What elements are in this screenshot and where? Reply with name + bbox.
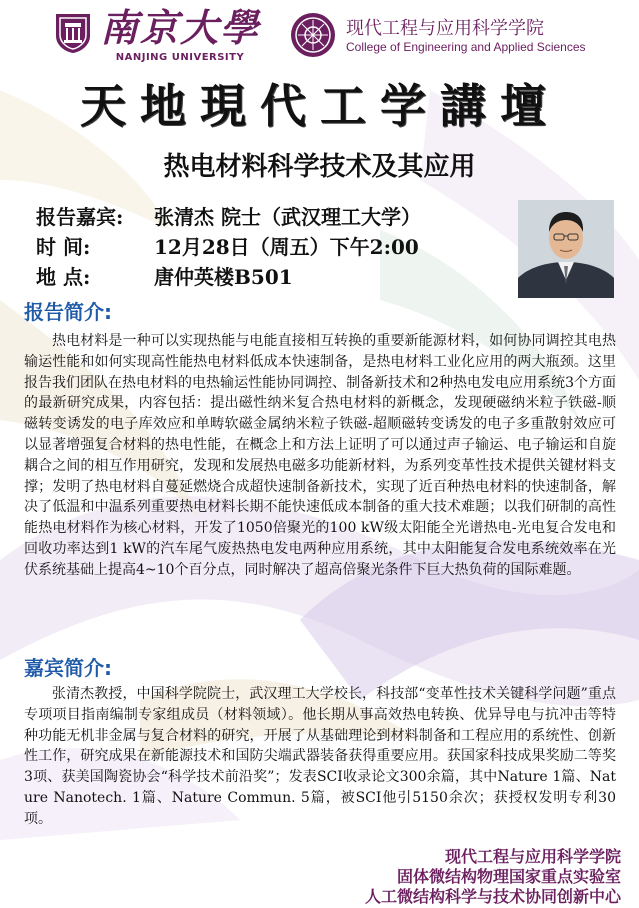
speaker-value: 张清杰 院士（武汉理工大学） [154, 205, 421, 229]
time-label: 时 间: [36, 235, 91, 259]
abstract-heading: 报告简介: [24, 300, 112, 324]
footer-organizer-3: 人工微结构科学与技术协同创新中心 [364, 887, 621, 906]
speaker-row [36, 203, 421, 231]
university-name-cn: 南京大學 [100, 5, 261, 50]
bio-body: 张清杰教授，中国科学院院士，武汉理工大学校长，科技部“变革性技术关键科学问题”重点专项项目指南编制专家组成员（材料领域）。他长期从事高效热电转换、优异导电与抗冲击等特种功能无机非金属与复合材料的研究，开展了从基础理论到材料制备和工程应用的系统性、创新性工作，研究成果在新能源技术和国防尖端武器装备获得重要应用。获国家科技成果奖励二等奖3项、获美国陶瓷协会“科学技术前沿奖”；发表SCI收录论文300余篇，其中Nature 1篇、Nature Nanotech. 1篇、Nature Commun. 5篇，被SCI他引5150余次；获授权发明专利30项。 [24, 686, 616, 827]
speaker-label: 报告嘉宾: [36, 205, 124, 229]
bio-heading: 嘉宾简介: [24, 656, 112, 680]
place-value: 唐仲英楼B501 [154, 265, 293, 289]
college-seal-icon [290, 12, 336, 58]
university-crest-icon [54, 12, 92, 54]
place-label: 地 点: [36, 265, 91, 289]
time-value: 12月28日（周五）下午2:00 [154, 235, 419, 259]
footer-organizer-1: 现代工程与应用科学学院 [444, 847, 621, 866]
place-row [36, 263, 293, 291]
speaker-photo [518, 200, 614, 298]
university-name [100, 5, 261, 63]
college-name-en: College of Engineering and Applied Sciences [346, 40, 586, 54]
lecture-title: 热电材料科学技术及其应用 [163, 152, 476, 182]
time-row [36, 233, 419, 261]
college-name-cn: 现代工程与应用科学学院 [346, 18, 544, 39]
abstract-body: 热电材料是一种可以实现热能与电能直接相互转换的重要新能源材料，如何协同调控其电热输运性能和如何实现高性能热电材料低成本快速制备，是热电材料工业化应用的两大瓶颈。这里报告我们团队在热电材料的电热输运性能协同调控、制备新技术和2种热电发电应用系统3个方面的最新研究成果，内容包括：提出磁性纳米复合热电材料的新概念，发现硬磁纳米粒子铁磁-顺磁转变诱发的电子库效应和单畴软磁金属纳米粒子铁磁-超顺磁转变诱发的电子多重散射效应可以显著增强复合材料的热电性能，在概念上和方法上证明了可以通过声子输运、电子输运和自旋耦合之间的相互作用研究，发现和发展热电磁多功能新材料，为系列变革性技术提供关键材料支撑；发明了热电材料自蔓延燃烧合成超快速制备新技术，实现了近百种热电材料的快速制备，解决了低温和中温系列重要热电材料长期不能快速低成本制备的重大技术难题；以我们研制的高性能热电材料作为核心材料，开发了1050倍聚光的100 kW级太阳能全光谱热电-光电复合发电和回收功率达到1 kW的汽车尾气废热热电发电两种应用系统，其中太阳能复合发电系统效率在光伏系统基础上提高4~10个百分点，同时解决了超高倍聚光条件下巨大热负荷的国际难题。 [24, 333, 616, 578]
university-name-en: NANJING UNIVERSITY [115, 52, 245, 63]
series-title: 天地現代工学講壇 [80, 79, 560, 133]
footer-organizer-2: 固体微结构物理国家重点实验室 [396, 867, 621, 886]
